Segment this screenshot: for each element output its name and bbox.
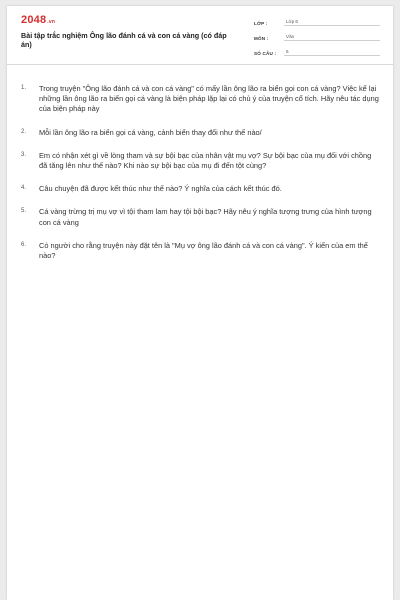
question-list [21,84,381,274]
meta-value-subject: Văn [284,34,380,41]
meta-info [254,16,380,61]
document-page [7,6,393,600]
question-number: 3. [21,151,27,158]
logo-number: 2048 [21,14,47,26]
question-text: Câu chuyện đã được kết thúc như thế nào? Ý nghĩa của cách kết thúc đó. [39,184,282,194]
question-item [21,128,381,138]
meta-row-count [254,46,380,56]
question-number: 4. [21,185,27,192]
question-item [21,84,381,115]
question-number: 1. [21,85,27,91]
question-number: 2. [21,128,27,135]
question-item [21,207,381,227]
meta-label-class: LỚP : [254,21,268,26]
question-number: 5. [21,208,27,215]
site-logo[interactable] [21,14,55,26]
question-item [21,184,381,194]
meta-value-count: 6 [284,49,380,56]
question-number: 6. [21,241,27,248]
logo-tld: .vn [47,19,56,25]
question-item [21,241,381,261]
meta-row-class [254,16,380,26]
question-text: Cá vàng trừng trị mụ vợ vì tội tham lam hay tội bội bạc? Hãy nêu ý nghĩa tượng trưng của hình tượng con cá vàng [39,207,372,227]
question-text: Mỗi lần ông lão ra biển gọi cá vàng, cảnh biển thay đổi như thế nào/ [39,127,262,137]
document-title: Bài tập trắc nghiệm Ông lão đánh cá và con cá vàng (có đáp án) [21,31,227,49]
question-text: Trong truyện "Ông lão đánh cá và con cá vàng" có mấy lần ông lão ra biển gọi con cá vàng? Việc kể lại những lần ông lão ra biển gọi cá vàng là biện pháp lặp lại có chủ ý của truyện cổ tích. Hãy nêu tác dụng của biện pháp này [39,84,379,114]
question-text: Em có nhận xét gì về lòng tham và sự bội bạc của nhân vật mụ vợ? Sự bội bạc của mụ đối với chồng đã tăng lên như thế nào? Khi nào sự bội bạc của mụ đi đến tột cùng? [39,150,372,171]
question-text: Có người cho rằng truyện này đặt tên là "Mụ vợ ông lão đánh cá và con cá vàng". Ý kiến của em thế nào? [39,240,368,261]
meta-value-class: Lớp 6 [284,19,380,26]
document-header [7,6,393,65]
question-item [21,151,381,171]
meta-row-subject [254,31,380,41]
meta-label-count: SỐ CÂU : [254,51,277,56]
meta-label-subject: MÔN : [254,36,269,41]
